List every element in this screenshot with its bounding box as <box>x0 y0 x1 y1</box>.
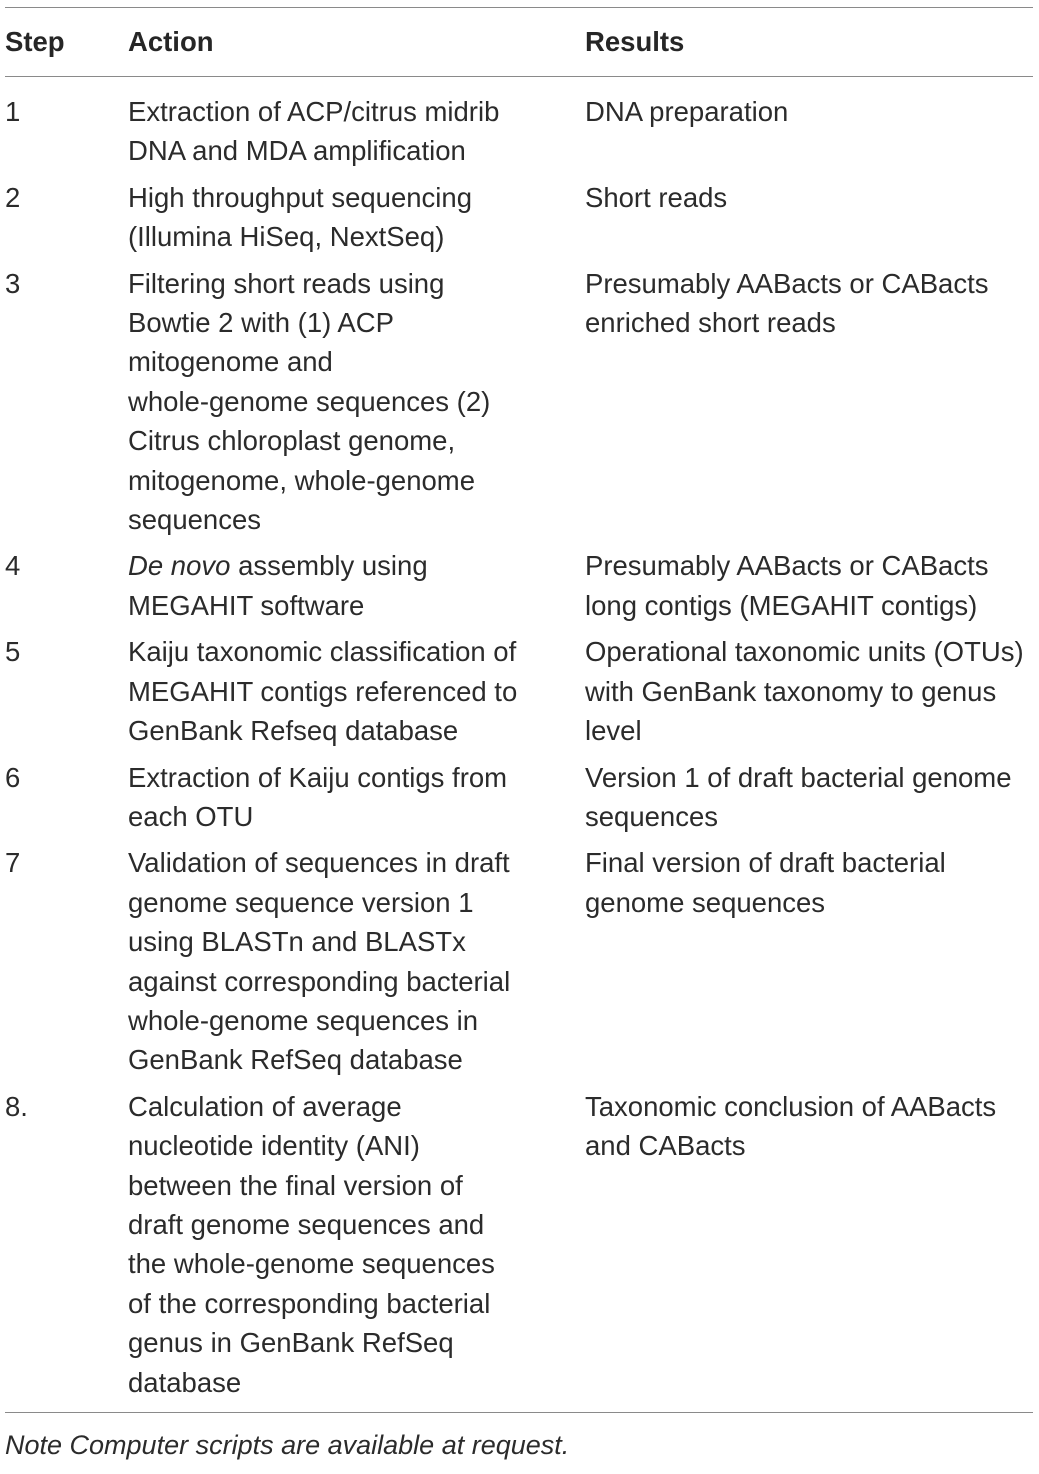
action-italic-text: De novo <box>128 550 231 582</box>
action-cell: Calculation of average nucleotide identity (ANI) between the final version of draft genome sequences and the whole-genome sequences of the corresponding bacterial genus in GenBank RefSeq database <box>128 1090 495 1398</box>
workflow-table <box>5 7 1033 1413</box>
action-cell: Kaiju taxonomic classification of MEGAHIT contigs referenced to GenBank Refseq database <box>128 636 518 747</box>
table-row <box>5 1080 1033 1413</box>
results-cell: Short reads <box>585 181 728 213</box>
table-row <box>5 836 1033 1079</box>
results-cell: Taxonomic conclusion of AABacts and CABacts <box>585 1090 997 1162</box>
step-cell: 6 <box>5 761 21 793</box>
action-cell: Validation of sequences in draft genome sequence version 1 using BLASTn and BLASTx against corresponding bacterial whole-genome sequences in GenBank RefSeq database <box>128 847 511 1076</box>
results-cell: DNA preparation <box>585 96 789 127</box>
step-cell: 7 <box>5 847 21 879</box>
header-action: Action <box>128 26 214 58</box>
action-cell: High throughput sequencing (Illumina HiSeq, NextSeq) <box>128 181 473 253</box>
action-cell: Filtering short reads using Bowtie 2 with (1) ACP mitogenome and whole-genome sequences (2) Citrus chloroplast genome, mitogenome, whole-genome sequences <box>128 267 491 536</box>
step-cell: 3 <box>5 267 21 299</box>
action-cell: Extraction of Kaiju contigs from each OTU <box>128 761 508 832</box>
action-text: assembly using MEGAHIT software <box>128 550 428 621</box>
table-row <box>5 77 1033 171</box>
step-cell: 8. <box>5 1090 28 1122</box>
table-row <box>5 257 1033 540</box>
data-table-container <box>5 7 1033 1413</box>
header-row <box>5 8 1033 77</box>
table-row <box>5 625 1033 750</box>
table-footnote: Note Computer scripts are available at request. <box>5 1430 570 1460</box>
table-body <box>5 77 1033 1413</box>
action-cell <box>128 539 585 625</box>
header-results: Results <box>585 26 685 58</box>
step-cell: 4 <box>5 550 21 582</box>
table-row <box>5 171 1033 257</box>
results-cell: Presumably AABacts or CABacts enriched short reads <box>585 267 989 339</box>
table-header <box>5 8 1033 77</box>
results-cell: Version 1 of draft bacterial genome sequences <box>585 761 1012 832</box>
results-cell: Presumably AABacts or CABacts long contigs (MEGAHIT contigs) <box>585 550 989 621</box>
step-cell: 2 <box>5 181 21 213</box>
table-row <box>5 539 1033 625</box>
step-cell: 1 <box>5 96 21 127</box>
action-cell: Extraction of ACP/citrus midrib DNA and MDA amplification <box>128 96 500 167</box>
results-cell: Operational taxonomic units (OTUs) with GenBank taxonomy to genus level <box>585 636 1024 747</box>
step-cell: 5 <box>5 636 21 668</box>
header-step: Step <box>5 26 65 58</box>
table-row <box>5 751 1033 837</box>
results-cell: Final version of draft bacterial genome sequences <box>585 847 946 918</box>
